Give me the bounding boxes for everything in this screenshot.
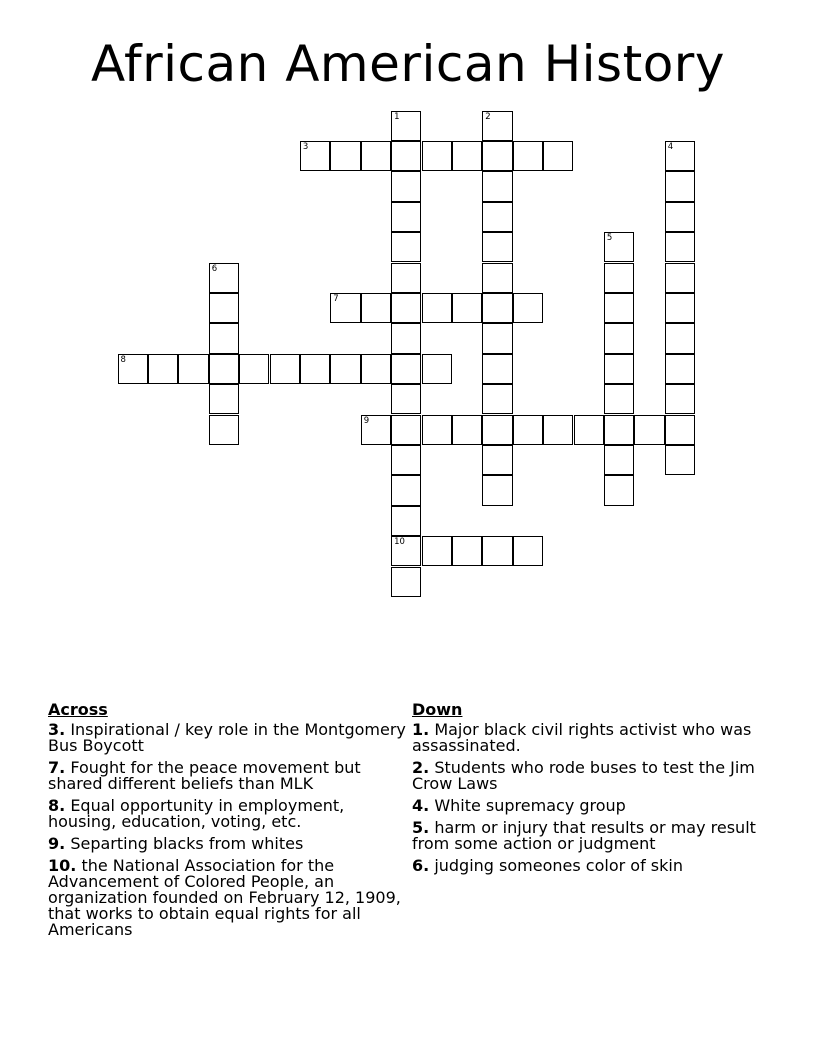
clue-number: 7 [333,293,339,304]
grid-cell[interactable] [513,141,543,171]
grid-cell[interactable] [391,354,421,384]
grid-cell[interactable] [118,354,148,384]
grid-cell[interactable] [604,232,634,262]
clue-number: 6 [211,263,218,274]
grid-cell[interactable] [482,232,512,262]
grid-cell[interactable] [513,415,543,445]
grid-cell[interactable] [665,415,695,445]
grid-cell[interactable] [482,475,512,505]
grid-cell[interactable] [665,445,695,475]
grid-cell[interactable] [482,384,512,414]
across-clue-10: 10. the National Association for the Advancement of Colored People, an organization founded on February 12, 1909, that works to obtain equal rights for all Americans [48,856,401,939]
across-clues [48,702,408,944]
grid-cell[interactable] [239,354,269,384]
grid-cell[interactable] [209,415,239,445]
grid-cell[interactable] [634,415,664,445]
grid-cell[interactable] [604,445,634,475]
grid-cell[interactable] [209,293,239,323]
grid-cell[interactable] [300,141,330,171]
grid-cell[interactable] [391,171,421,201]
grid-cell[interactable] [482,293,512,323]
down-clue-5: 5. harm or injury that results or may result from some action or judgment [412,818,756,853]
grid-cell[interactable] [330,354,360,384]
down-clues [412,702,772,880]
down-clue-1: 1. Major black civil rights activist who was assassinated. [412,720,752,755]
grid-cell[interactable] [482,171,512,201]
across-clue-9: 9. Separting blacks from whites [48,834,304,853]
grid-cell[interactable] [513,293,543,323]
grid-cell[interactable] [482,111,512,141]
grid-cell[interactable] [452,415,482,445]
grid-cell[interactable] [482,202,512,232]
grid-cell[interactable] [604,323,634,353]
clue-number: 8 [120,354,126,365]
grid-cell[interactable] [209,263,239,293]
grid-cell[interactable] [330,293,360,323]
clue-number: 9 [363,415,370,426]
clue-number: 3 [302,141,309,152]
grid-cell[interactable] [422,141,452,171]
down-clue-6: 6. judging someones color of skin [412,856,683,875]
grid-cell[interactable] [391,415,421,445]
grid-cell[interactable] [391,384,421,414]
grid-cell[interactable] [452,536,482,566]
grid-cell[interactable] [422,536,452,566]
grid-cell[interactable] [482,354,512,384]
grid-cell[interactable] [391,567,421,597]
across-clue-3: 3. Inspirational / key role in the Montgomery Bus Boycott [48,720,406,755]
grid-cell[interactable] [391,293,421,323]
grid-cell[interactable] [513,536,543,566]
across-clue-8: 8. Equal opportunity in employment, housing, education, voting, etc. [48,796,345,831]
grid-cell[interactable] [482,445,512,475]
grid-cell[interactable] [391,202,421,232]
grid-cell[interactable] [209,354,239,384]
grid-cell[interactable] [665,232,695,262]
grid-cell[interactable] [209,384,239,414]
grid-cell[interactable] [604,293,634,323]
grid-cell[interactable] [148,354,178,384]
grid-cell[interactable] [270,354,300,384]
grid-cell[interactable] [482,141,512,171]
grid-cell[interactable] [482,323,512,353]
grid-cell[interactable] [422,354,452,384]
down-heading: Down [412,700,463,719]
grid-cell[interactable] [665,171,695,201]
grid-cell[interactable] [665,384,695,414]
grid-cell[interactable] [178,354,208,384]
grid-cell[interactable] [543,141,573,171]
across-clue-7: 7. Fought for the peace movement but shared different beliefs than MLK [48,758,361,793]
grid-cell[interactable] [604,263,634,293]
clue-number: 5 [606,233,613,244]
grid-cell[interactable] [391,263,421,293]
grid-cell[interactable] [391,475,421,505]
grid-cell[interactable] [452,293,482,323]
grid-cell[interactable] [209,323,239,353]
grid-cell[interactable] [543,415,573,445]
grid-cell[interactable] [361,293,391,323]
down-clue-2: 2. Students who rode buses to test the Jim Crow Laws [412,758,755,793]
down-clue-4: 4. White supremacy group [412,796,626,815]
grid-cell[interactable] [482,536,512,566]
clue-number: 4 [667,141,674,152]
clue-number: 2 [485,111,491,122]
grid-cell[interactable] [665,354,695,384]
grid-cell[interactable] [361,415,391,445]
grid-cell[interactable] [422,415,452,445]
grid-cell[interactable] [330,141,360,171]
grid-cell[interactable] [422,293,452,323]
grid-cell[interactable] [604,354,634,384]
grid-cell[interactable] [604,475,634,505]
clue-number: 1 [394,111,400,122]
grid-cell[interactable] [391,506,421,536]
across-heading: Across [48,700,108,719]
grid-cell[interactable] [604,415,634,445]
grid-cell[interactable] [391,111,421,141]
grid-cell[interactable] [300,354,330,384]
grid-cell[interactable] [452,141,482,171]
grid-cell[interactable] [604,384,634,414]
grid-cell[interactable] [665,323,695,353]
grid-cell[interactable] [665,263,695,293]
grid-cell[interactable] [391,536,421,566]
puzzle-title: African American History [91,35,725,93]
grid-cell[interactable] [361,354,391,384]
grid-cell[interactable] [482,263,512,293]
grid-cell[interactable] [665,141,695,171]
grid-cell[interactable] [574,415,604,445]
clue-number: 10 [394,537,405,548]
grid-cell[interactable] [665,202,695,232]
grid-cell[interactable] [391,323,421,353]
grid-cell[interactable] [391,232,421,262]
grid-cell[interactable] [391,141,421,171]
grid-cell[interactable] [361,141,391,171]
grid-cell[interactable] [665,293,695,323]
grid-cell[interactable] [482,415,512,445]
grid-cell[interactable] [391,445,421,475]
